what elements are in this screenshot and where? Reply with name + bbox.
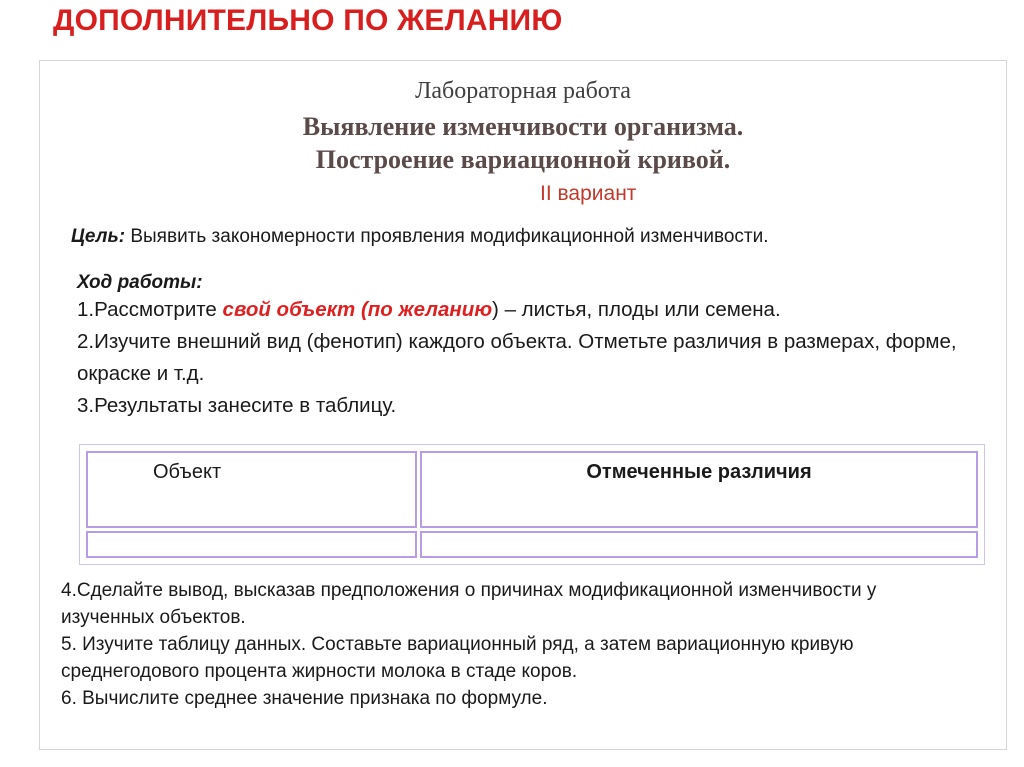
goal-label: Цель:	[71, 226, 126, 247]
step-5: 5. Изучите таблицу данных. Составьте вариационный ряд, а затем вариационную кривую среднегодового процента жирности молока в стаде коров.	[61, 634, 854, 682]
header-object: Объект	[86, 451, 417, 528]
step-1-pre: 1.Рассмотрите	[77, 298, 223, 321]
results-table-frame	[79, 444, 985, 565]
variant-label: II вариант	[540, 182, 637, 205]
page-heading: ДОПОЛНИТЕЛЬНО ПО ЖЕЛАНИЮ	[53, 4, 563, 37]
step-3: 3.Результаты занесите в таблицу.	[77, 394, 397, 417]
work-progress	[77, 272, 957, 422]
step-6: 6. Вычислите среднее значение признака по формуле.	[61, 688, 548, 709]
step-1-post: ) – листья, плоды или семена.	[492, 298, 781, 321]
step-4: 4.Сделайте вывод, высказав предположения о причинах модификационной изменчивости у изученных объектов.	[61, 580, 877, 628]
header-differences: Отмеченные различия	[420, 451, 978, 528]
step-1-highlight: свой объект (по желанию	[222, 298, 493, 321]
lab-title-line2: Построение вариационной кривой.	[315, 145, 731, 174]
goal-text: Выявить закономерности проявления модификационной изменчивости.	[125, 226, 769, 247]
step-1	[77, 294, 957, 326]
cell-differences-empty[interactable]	[420, 531, 978, 558]
cell-object-empty[interactable]	[86, 531, 417, 558]
lab-title-line1: Выявление изменчивости организма.	[302, 112, 744, 141]
lab-label: Лабораторная работа	[415, 78, 631, 104]
goal-paragraph	[71, 226, 769, 248]
remaining-steps	[61, 577, 961, 712]
lab-title	[0, 110, 1024, 176]
table-row	[86, 531, 978, 558]
table-header-row	[86, 451, 978, 528]
progress-heading: Ход работы:	[77, 272, 203, 293]
results-table	[83, 448, 981, 561]
step-2: 2.Изучите внешний вид (фенотип) каждого объекта. Отметьте различия в размерах, форме, окраске и т.д.	[77, 330, 957, 385]
